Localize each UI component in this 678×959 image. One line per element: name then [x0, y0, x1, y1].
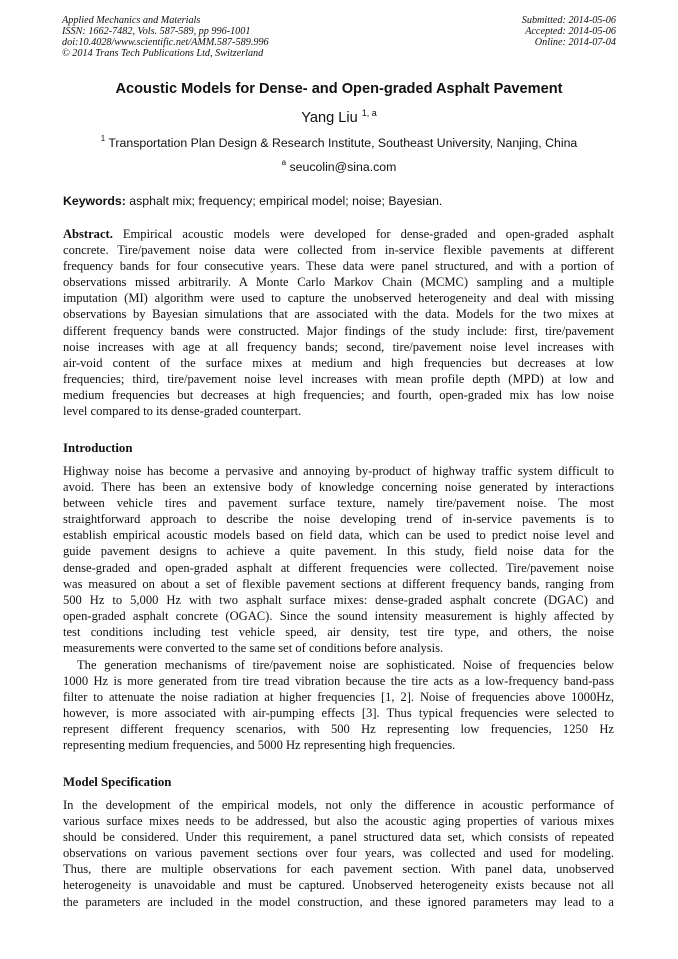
- affiliation-superscript: 1: [100, 134, 106, 143]
- abstract-line: level compared to its dense-graded counterpart.: [63, 404, 302, 419]
- intro-line: open-graded asphalt concrete (OGAC). Since the sound intensity measurement is highly affected by: [63, 608, 614, 623]
- model-line: should be considered. Under this requirement, a panel structured data set, which consists of repeated: [63, 830, 614, 845]
- publication-dates: [522, 15, 616, 48]
- intro-line: was measured on about a set of flexible pavement sections at different frequency bands, ranging from: [63, 576, 614, 591]
- journal-name: Applied Mechanics and Materials: [62, 15, 201, 26]
- intro-line: avoid. There has been an extensive body of knowledge concerning noise generated by interactions: [63, 480, 614, 495]
- paper-title: Acoustic Models for Dense- and Open-graded Asphalt Pavement: [115, 81, 563, 97]
- intro-line: guide pavement designs to achieve a quite pavement. In this study, field noise data for the: [63, 544, 614, 559]
- abstract-line: noise increases with age at all frequency bands; second, tire/pavement noise level increases with: [63, 339, 614, 354]
- model-line: observations on various pavement sections over four years, was collected and used for modeling.: [63, 846, 614, 861]
- model-line: Thus, there are multiple observations for each pavement section. With panel data, unobserved: [63, 862, 614, 877]
- intro-line: representing medium frequencies, and 5000 Hz representing high frequencies.: [63, 738, 456, 753]
- introduction-heading: Introduction: [63, 441, 133, 455]
- abstract-line: different frequency bands were constructed. Major findings of the study include: first, tire/pavement: [63, 323, 614, 338]
- intro-line: The generation mechanisms of tire/pavement noise are sophisticated. Noise of frequencies below: [77, 658, 614, 672]
- intro-line: however, is more associated with air-pumping effects [3]. Thus typical frequencies were selected to: [63, 706, 614, 721]
- journal-info: [62, 15, 269, 59]
- submitted-date: Submitted: 2014-05-06: [521, 15, 616, 26]
- introduction-paragraph-2: [63, 657, 614, 754]
- intro-line: 500 Hz to 5,000 Hz with two asphalt surface mixes: dense-graded asphalt concrete (DGAC) and: [63, 592, 614, 607]
- model-specification-paragraph: [63, 797, 614, 910]
- accepted-date: Accepted: 2014-05-06: [525, 26, 616, 37]
- abstract-line: observations missed arbitrarily. A Monte Carlo Markov Chain (MCMC) sampling and a multiple: [63, 275, 614, 290]
- affiliation: [0, 136, 678, 150]
- abstract-line: air-void content of the surface mixes at medium and high frequencies but decreases at low: [63, 355, 614, 370]
- email-superscript: a: [281, 158, 287, 167]
- author-email: [0, 160, 678, 174]
- keywords: [63, 194, 442, 208]
- intro-line: establish empirical acoustic models based on field data, which can be used to predict noise level and: [63, 528, 614, 543]
- author-name: Yang Liu: [301, 110, 358, 126]
- intro-line: measurements were converted to the same set of conditions before analysis.: [63, 641, 444, 656]
- model-line: the parameters are included in the model construction, and these ignored parameters may lead to a: [63, 894, 614, 909]
- journal-issn: ISSN: 1662-7482, Vols. 587-589, pp 996-1001: [62, 26, 251, 37]
- abstract-line: observations by Bayesian simulations that are associated with the data. Models for the two mixes at: [63, 307, 614, 322]
- journal-copyright: © 2014 Trans Tech Publications Ltd, Switzerland: [62, 48, 264, 59]
- intro-line: straightforward approach to describe the noise developing trend of in-service pavements is to: [63, 512, 614, 527]
- abstract-line: imputation (MI) algorithm were used to capture the unobserved heterogeneity and deal with missing: [63, 291, 614, 306]
- model-line: heterogeneity is unavoidable and must be captured. Unobserved heterogeneity exists because not all: [63, 878, 614, 893]
- abstract-line: Abstract. Empirical acoustic models were developed for dense-graded and open-graded asphalt: [63, 227, 614, 241]
- abstract-paragraph: [63, 226, 614, 419]
- abstract-line: frequency bands for four consecutive years. These data were panel structured, and with a portion of: [63, 259, 614, 274]
- keywords-label: Keywords:: [63, 194, 126, 208]
- author-superscript: 1, a: [361, 108, 377, 118]
- online-date: Online: 2014-07-04: [534, 37, 616, 48]
- introduction-paragraph-1: [63, 463, 614, 656]
- intro-line: dense-graded and open-graded asphalt at different frequencies were collected. Tire/pavement noise: [63, 560, 614, 575]
- abstract-line: concrete. Tire/pavement noise data were collected from in-service flexible pavements at different: [63, 243, 614, 258]
- model-specification-heading: Model Specification: [63, 775, 172, 789]
- author: [0, 110, 678, 126]
- intro-line: 1000 Hz is more generated from tire tread vibration because the tire acts as a low-frequency band-pass: [63, 674, 614, 689]
- abstract-label: Abstract.: [63, 227, 113, 241]
- affiliation-text: Transportation Plan Design & Research Institute, Southeast University, Nanjing, China: [108, 136, 578, 150]
- model-line: In the development of the empirical models, not only the difference in acoustic performance of: [63, 798, 614, 812]
- intro-line: filter to attenuate the noise radiation at higher frequencies [1, 2]. Noise of frequencies above 1000Hz,: [63, 690, 614, 705]
- intro-line: between vehicle tires and pavement surface texture, namely tire/pavement noise. The most: [63, 496, 614, 511]
- keywords-text: asphalt mix; frequency; empirical model; noise; Bayesian.: [129, 194, 443, 208]
- intro-line: test conditions including test vehicle speed, air density, test tire type, and others, the noise: [63, 624, 614, 639]
- intro-line: represent different frequency scenarios, with 500 Hz representing low frequencies, 1250 Hz: [63, 722, 614, 737]
- email-text[interactable]: seucolin@sina.com: [289, 160, 397, 174]
- model-line: various surface mixes needs to be addressed, but also the acoustic aging properties of various mixes: [63, 814, 614, 829]
- intro-line: Highway noise has become a pervasive and annoying by-product of highway traffic system difficult to: [63, 464, 614, 478]
- abstract-line: frequencies; third, tire/pavement noise level increases with mean profile depth (MPD) at low and: [63, 371, 614, 386]
- journal-doi: doi:10.4028/www.scientific.net/AMM.587-589.996: [62, 37, 269, 48]
- abstract-line: medium frequencies but decreases at high frequencies; and fourth, open-graded mix has low noise: [63, 387, 614, 402]
